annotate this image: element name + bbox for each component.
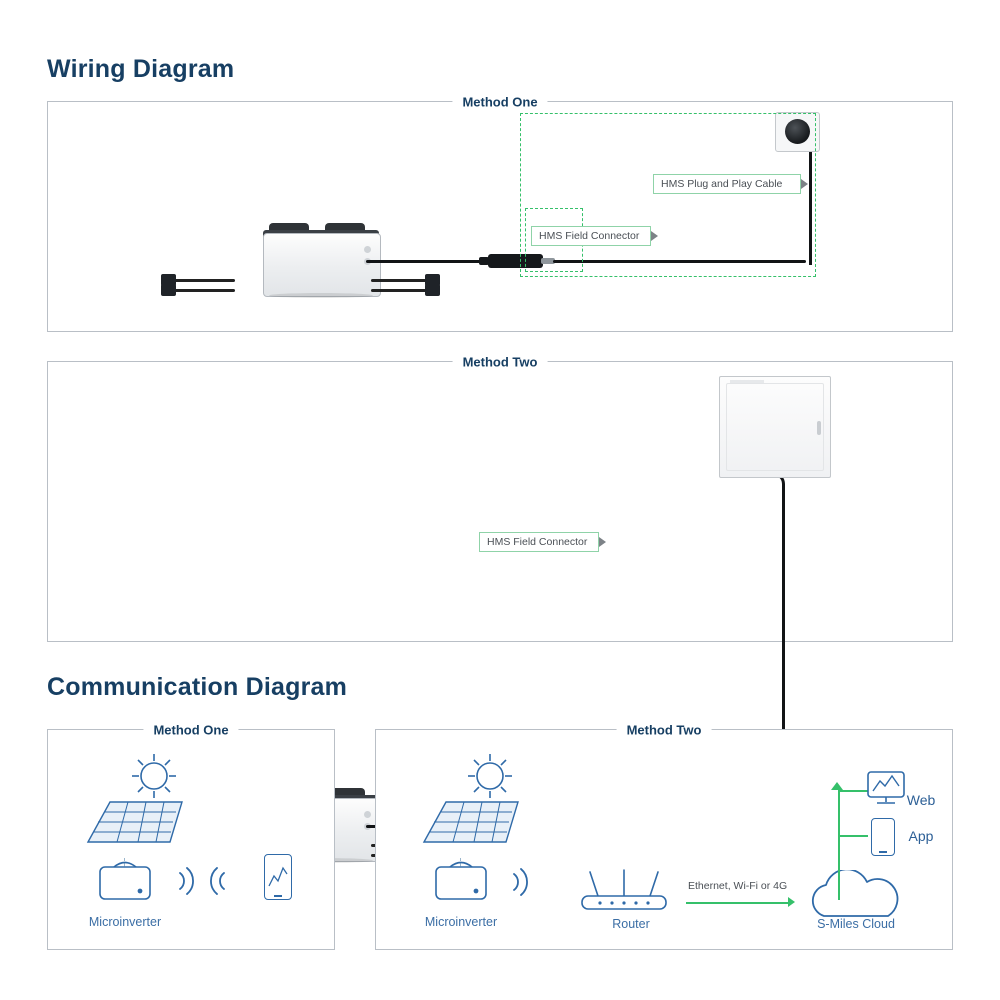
phone-screen bbox=[268, 860, 288, 893]
tag-label: HMS Plug and Play Cable bbox=[661, 178, 783, 190]
junction-box-door bbox=[726, 383, 824, 471]
cloud-uplink-line bbox=[838, 790, 840, 900]
microinverter-label: Microinverter bbox=[424, 915, 498, 929]
dc-lead-left-2 bbox=[173, 289, 235, 292]
tag-hms-field-connector bbox=[531, 226, 651, 246]
tag-arrow-icon bbox=[801, 179, 808, 189]
microinverter-icon bbox=[430, 855, 492, 907]
communication-method-one-panel bbox=[47, 722, 335, 950]
wiring-method-two-panel bbox=[47, 354, 953, 642]
microinverter-label: Microinverter bbox=[88, 915, 162, 929]
dc-connector-left-2 bbox=[161, 284, 176, 296]
monitor-icon bbox=[864, 768, 910, 808]
web-label: Web bbox=[906, 792, 936, 808]
solar-panel-with-sun-icon bbox=[70, 750, 200, 860]
communication-method-two-legend: Method Two bbox=[617, 723, 712, 738]
inverter-body bbox=[263, 233, 381, 297]
communication-method-two-panel bbox=[375, 722, 953, 950]
mobile-phone-icon bbox=[264, 854, 292, 900]
ac-junction-box bbox=[719, 376, 831, 478]
junction-box-latch bbox=[817, 421, 821, 435]
s-miles-cloud-label: S-Miles Cloud bbox=[817, 917, 895, 931]
network-link-arrow-icon bbox=[788, 897, 795, 907]
wiring-method-two-legend: Method Two bbox=[453, 355, 548, 370]
wiring-method-one-legend: Method One bbox=[452, 95, 547, 110]
network-link-line bbox=[686, 902, 790, 904]
solar-panel-with-sun-icon bbox=[406, 750, 536, 860]
mobile-phone-icon bbox=[871, 818, 895, 856]
communication-diagram-title: Communication Diagram bbox=[47, 673, 348, 701]
microinverter-icon bbox=[94, 855, 156, 907]
wiring-diagram-title: Wiring Diagram bbox=[47, 55, 235, 83]
dc-lead-right-1 bbox=[371, 279, 429, 282]
tag-label: HMS Field Connector bbox=[539, 230, 640, 242]
tag-label: HMS Field Connector bbox=[487, 536, 588, 548]
wiring-method-one-panel bbox=[47, 94, 953, 332]
phone-home-button bbox=[879, 851, 887, 853]
phone-screen bbox=[875, 824, 891, 849]
tag-hms-field-connector bbox=[479, 532, 599, 552]
app-branch-line bbox=[838, 835, 868, 837]
wireless-signal-icon bbox=[168, 860, 248, 902]
tag-hms-plug-and-play-cable bbox=[653, 174, 801, 194]
inverter-shadow bbox=[269, 293, 373, 298]
router-label: Router bbox=[612, 917, 650, 931]
network-link-label: Ethernet, Wi-Fi or 4G bbox=[688, 880, 788, 892]
dc-lead-left-1 bbox=[173, 279, 235, 282]
wireless-signal-icon bbox=[502, 862, 542, 902]
phone-chart-icon bbox=[268, 860, 288, 893]
dc-lead-right-2 bbox=[371, 289, 429, 292]
dc-connector-right-2 bbox=[425, 284, 440, 296]
communication-method-one-legend: Method One bbox=[143, 723, 238, 738]
tag-arrow-icon bbox=[599, 537, 606, 547]
uplink-arrow-icon bbox=[831, 782, 843, 790]
router-icon bbox=[572, 866, 676, 916]
tag-arrow-icon bbox=[651, 231, 658, 241]
app-label: App bbox=[908, 828, 934, 844]
phone-home-button bbox=[274, 895, 282, 897]
